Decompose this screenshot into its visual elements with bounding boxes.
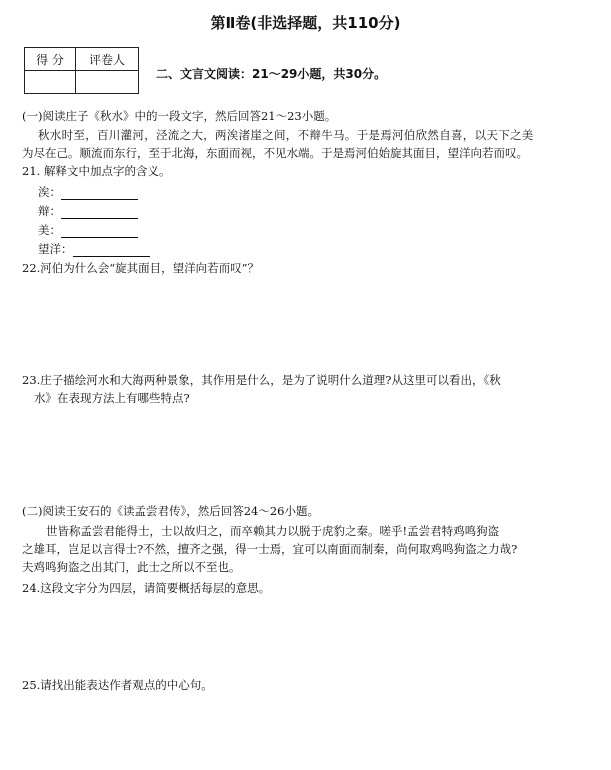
- word-item: [38, 222, 138, 238]
- score-header: 得 分: [25, 48, 76, 71]
- question-25: 25.请找出能表达作者观点的中心句。: [22, 678, 213, 692]
- answer-blank[interactable]: [61, 224, 138, 238]
- section-heading: 二、文言文阅读：21～29小题，共30分。: [156, 67, 387, 81]
- score-box: [24, 47, 139, 94]
- paper-section-title: 第Ⅱ卷(非选择题，共110分): [210, 14, 401, 32]
- answer-blank[interactable]: [61, 205, 138, 219]
- word-item: [38, 203, 138, 219]
- score-cell[interactable]: [25, 71, 76, 94]
- question-21: 21. 解释文中加点字的含义。: [22, 164, 171, 178]
- word-item: [38, 241, 150, 257]
- part2-passage-line3: 夫鸡鸣狗盗之出其门，此士之所以不至也。: [22, 560, 241, 574]
- part1-intro: (一)阅读庄子《秋水》中的一段文字，然后回答21～23小题。: [22, 109, 337, 123]
- question-22: 22.河伯为什么会“旋其面目，望洋向若而叹”？: [22, 261, 260, 275]
- part2-intro: (二)阅读王安石的《读孟尝君传》，然后回答24～26小题。: [22, 504, 319, 518]
- answer-blank[interactable]: [73, 243, 150, 257]
- word-item: [38, 184, 138, 200]
- part1-passage-line1: 秋水时至，百川灌河，泾流之大，两涘渚崖之间，不辩牛马。于是焉河伯欣然自喜，以天下之美: [38, 128, 534, 142]
- part2-passage-line1: 世皆称孟尝君能得士，士以故归之，而卒赖其力以脱于虎豹之秦。嗟乎!孟尝君特鸡鸣狗盗: [46, 524, 500, 538]
- part2-passage-line2: 之雄耳，岂足以言得士?不然，擅齐之强，得一士焉，宜可以南面而制秦，尚何取鸡鸣狗盗之力哉?: [22, 542, 518, 556]
- answer-blank[interactable]: [61, 186, 138, 200]
- question-23-line1: 23.庄子描绘河水和大海两种景象，其作用是什么，是为了说明什么道理?从这里可以看出，《秋: [22, 373, 501, 387]
- grader-header: 评卷人: [76, 48, 139, 71]
- question-23-line2: 水》在表现方法上有哪些特点?: [34, 391, 190, 405]
- word-label: 辩：: [38, 204, 61, 218]
- part1-passage-line2: 为尽在己。顺流而东行，至于北海，东面而视，不见水端。于是焉河伯始旋其面目，望洋向若而叹。: [22, 146, 528, 160]
- word-label: 美：: [38, 223, 61, 237]
- word-label: 涘：: [38, 185, 61, 199]
- question-24: 24.这段文字分为四层，请简要概括每层的意思。: [22, 581, 271, 595]
- grader-cell[interactable]: [76, 71, 139, 94]
- word-label: 望洋：: [38, 242, 73, 256]
